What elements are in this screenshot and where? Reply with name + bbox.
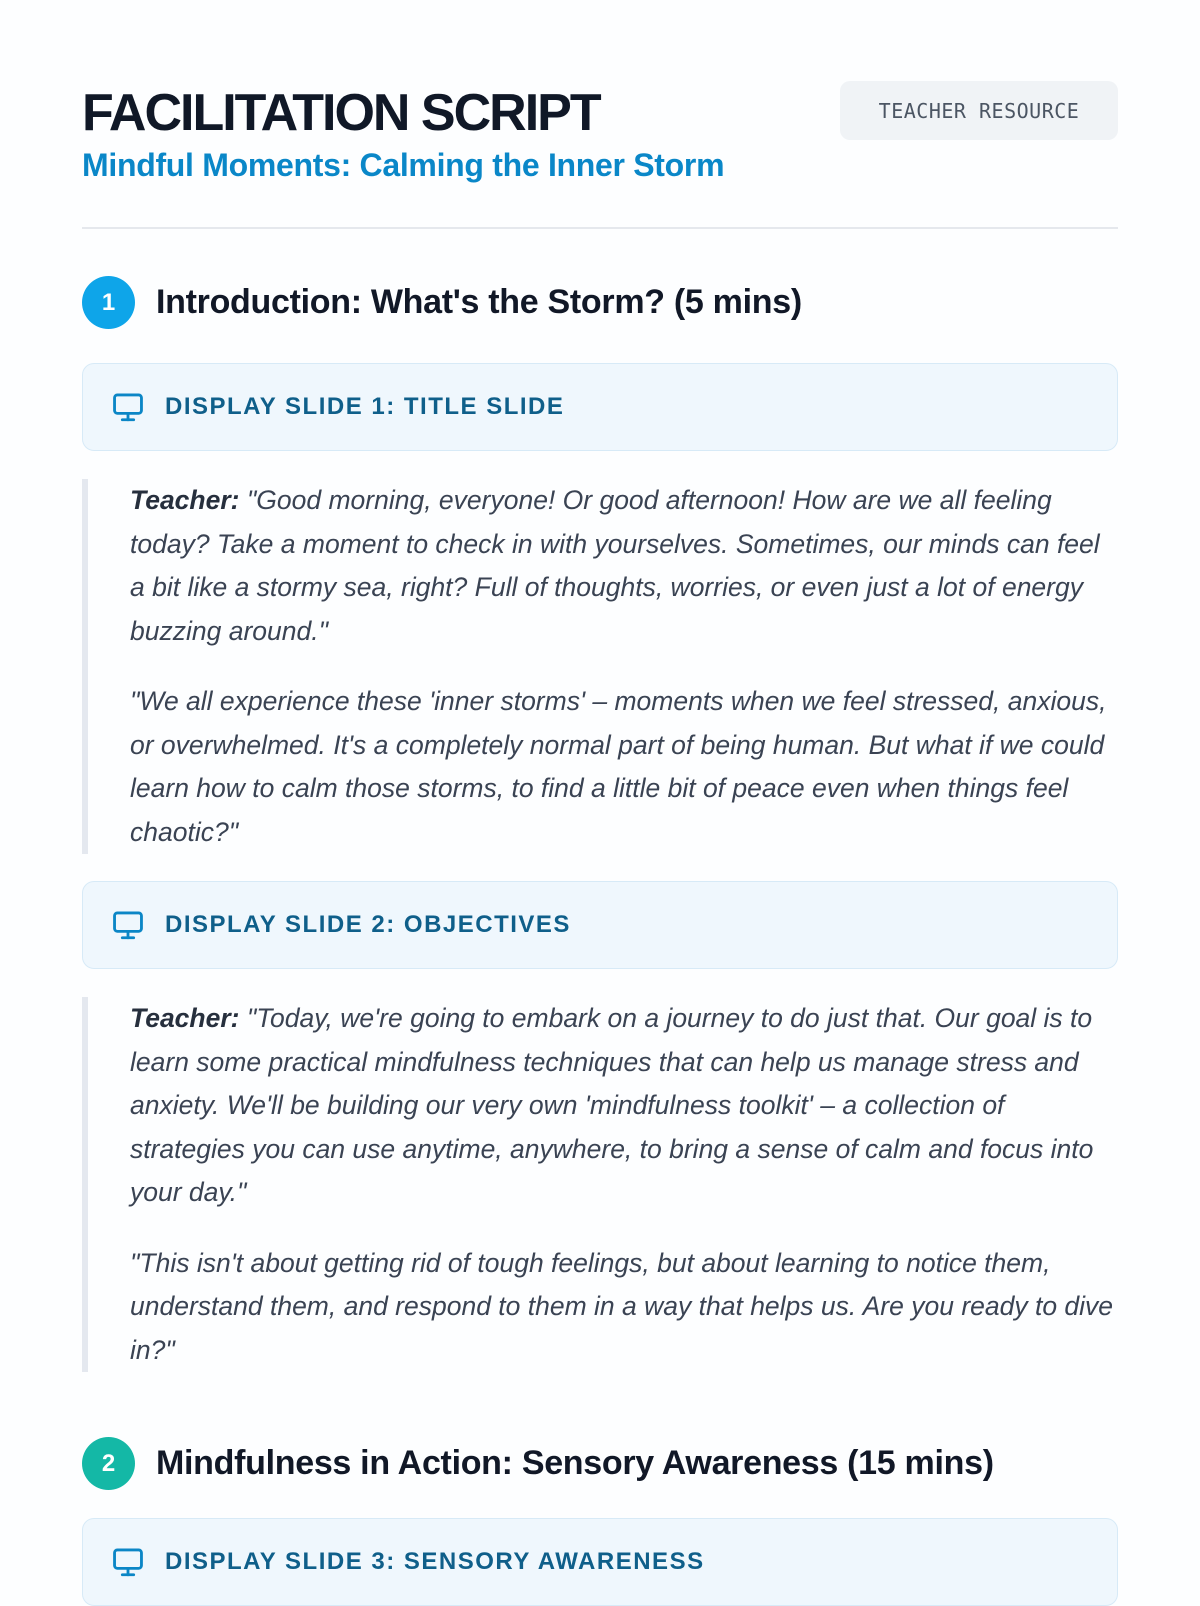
- section-heading-2: [82, 1437, 994, 1490]
- section-heading-1: [82, 276, 802, 329]
- slide-label: DISPLAY SLIDE 2: OBJECTIVES: [165, 911, 571, 938]
- slide-label: DISPLAY SLIDE 1: TITLE SLIDE: [165, 393, 565, 420]
- teacher-resource-badge: TEACHER RESOURCE: [840, 81, 1118, 140]
- script-text: "Today, we're going to embark on a journey to do just that. Our goal is to learn some practical mindfulness techniques that can help us manage stress and anxiety. We'll be building our very own 'mindfulness toolkit' – a collection of strategies you can use anytime, anywhere, to bring a sense of calm and focus into your day.": [130, 1003, 1094, 1207]
- page-subtitle: Mindful Moments: Calming the Inner Storm: [82, 147, 725, 183]
- page-title: FACILITATION SCRIPT: [82, 84, 600, 142]
- script-paragraph: "This isn't about getting rid of tough feelings, but about learning to notice them, understand them, and respond to them in a way that helps us. Are you ready to dive in?": [130, 1247, 1114, 1365]
- script-paragraph: [130, 997, 1118, 1215]
- slide-callout-3: [82, 1518, 1118, 1606]
- script-paragraph: [130, 479, 1118, 653]
- slide-callout-1: [82, 363, 1118, 451]
- teacher-script-2: [82, 997, 1118, 1372]
- header-divider: [82, 227, 1118, 229]
- speaker-label: Teacher:: [130, 1003, 240, 1033]
- section-number-badge: 1: [82, 276, 135, 329]
- speaker-label: Teacher:: [130, 485, 240, 515]
- teacher-script-1: [82, 479, 1118, 854]
- script-text: "Good morning, everyone! Or good afternoon! How are we all feeling today? Take a moment to check in with yourselves. Sometimes, our minds can feel a bit like a stormy sea, right? Full of thoughts, worries, or even just a lot of energy buzzing around.": [130, 485, 1100, 646]
- monitor-icon: [111, 908, 145, 942]
- section-title: Introduction: What's the Storm? (5 mins): [156, 283, 802, 321]
- section-title: Mindfulness in Action: Sensory Awareness (15 mins): [156, 1444, 994, 1482]
- script-paragraph: "We all experience these 'inner storms' – moments when we feel stressed, anxious, or overwhelmed. It's a completely normal part of being human. But what if we could learn how to calm those storms, to find a little bit of peace even when things feel chaotic?": [130, 686, 1107, 847]
- monitor-icon: [111, 1545, 145, 1579]
- section-number-badge: 2: [82, 1437, 135, 1490]
- monitor-icon: [111, 390, 145, 424]
- header: [82, 0, 1118, 228]
- slide-callout-2: [82, 881, 1118, 969]
- slide-label: DISPLAY SLIDE 3: SENSORY AWARENESS: [165, 1548, 705, 1575]
